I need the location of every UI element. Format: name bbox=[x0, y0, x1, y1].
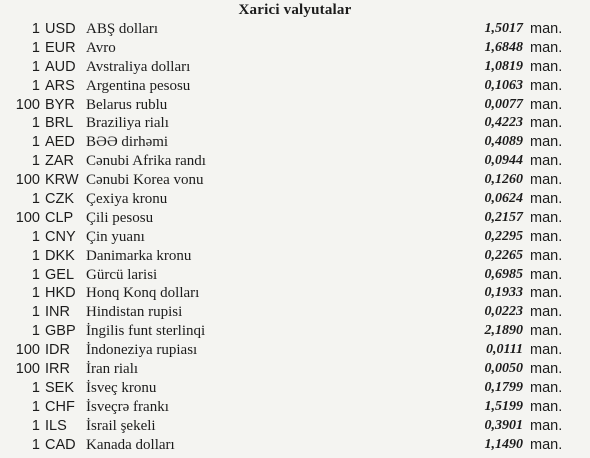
rate-unit: man. bbox=[530, 153, 563, 170]
currency-name: İsrail şekeli bbox=[86, 417, 156, 434]
currency-row bbox=[0, 284, 590, 303]
rate-unit: man. bbox=[530, 58, 563, 75]
exchange-rate: 1,0819 bbox=[484, 58, 523, 74]
rate-unit: man. bbox=[530, 115, 563, 132]
rate-unit: man. bbox=[530, 266, 563, 283]
currency-code: EUR bbox=[45, 39, 76, 56]
currency-name: Avro bbox=[86, 39, 116, 56]
currency-name: Argentina pesosu bbox=[86, 77, 191, 94]
currency-amount: 100 bbox=[15, 342, 40, 359]
exchange-rate: 0,1260 bbox=[484, 172, 523, 188]
currency-code: CLP bbox=[45, 209, 74, 226]
rate-unit: man. bbox=[530, 172, 563, 189]
currency-amount: 1 bbox=[31, 285, 40, 302]
currency-row bbox=[0, 96, 590, 115]
currency-name: İran rialı bbox=[86, 361, 139, 378]
currency-row bbox=[0, 114, 590, 133]
rate-unit: man. bbox=[530, 96, 563, 113]
exchange-rate: 0,0624 bbox=[484, 191, 523, 207]
exchange-rate: 1,5017 bbox=[484, 21, 523, 36]
exchange-rate: 0,0223 bbox=[484, 304, 523, 320]
currency-code: CZK bbox=[45, 191, 74, 208]
currency-code: AUD bbox=[45, 58, 76, 75]
exchange-rate: 0,1933 bbox=[484, 285, 523, 301]
currency-code: DKK bbox=[45, 247, 75, 264]
currency-amount: 1 bbox=[31, 304, 40, 321]
currency-name: Danimarka kronu bbox=[86, 247, 192, 264]
currency-amount: 1 bbox=[31, 247, 40, 264]
exchange-rate: 0,2295 bbox=[484, 228, 523, 244]
currency-amount: 100 bbox=[15, 209, 40, 226]
currency-amount: 1 bbox=[31, 266, 40, 283]
currency-row bbox=[0, 266, 590, 285]
exchange-rate: 0,6985 bbox=[484, 266, 523, 282]
currency-row bbox=[0, 379, 590, 398]
currency-name: Çin yuanı bbox=[86, 228, 145, 245]
exchange-rate: 1,1490 bbox=[484, 436, 523, 452]
currency-name: Çexiya kronu bbox=[86, 191, 168, 208]
currency-code: INR bbox=[45, 304, 70, 321]
currency-code: BYR bbox=[45, 96, 75, 113]
currency-row bbox=[0, 303, 590, 322]
currency-name: Cənubi Afrika randı bbox=[86, 153, 206, 170]
currency-row bbox=[0, 398, 590, 417]
rate-unit: man. bbox=[530, 21, 563, 37]
rate-unit: man. bbox=[530, 379, 563, 396]
rate-unit: man. bbox=[530, 323, 563, 340]
currency-row bbox=[0, 58, 590, 77]
currency-name: Hindistan rupisi bbox=[86, 304, 183, 321]
currency-row bbox=[0, 152, 590, 171]
currency-name: Avstraliya dolları bbox=[86, 58, 191, 75]
currency-amount: 1 bbox=[31, 77, 40, 94]
currency-code: GEL bbox=[45, 266, 75, 283]
currency-row bbox=[0, 436, 590, 455]
currency-code: USD bbox=[45, 21, 76, 37]
exchange-rate: 0,0111 bbox=[486, 342, 523, 358]
currency-amount: 1 bbox=[31, 228, 40, 245]
currency-code: GBP bbox=[45, 323, 76, 340]
currency-row bbox=[0, 417, 590, 436]
rate-unit: man. bbox=[530, 342, 563, 359]
currency-amount: 1 bbox=[31, 417, 40, 434]
currency-name: Gürcü larisi bbox=[86, 266, 158, 283]
exchange-rate: 2,1890 bbox=[484, 323, 523, 339]
currency-amount: 1 bbox=[31, 398, 40, 415]
currency-row bbox=[0, 77, 590, 96]
rate-unit: man. bbox=[530, 417, 563, 434]
currency-row bbox=[0, 190, 590, 209]
currency-code: IRR bbox=[45, 361, 70, 378]
currency-amount: 1 bbox=[31, 134, 40, 151]
currency-name: ABŞ dolları bbox=[86, 21, 159, 37]
rate-unit: man. bbox=[530, 209, 563, 226]
exchange-rate: 1,5199 bbox=[484, 398, 523, 414]
currency-code: AED bbox=[45, 134, 75, 151]
currency-code: KRW bbox=[45, 172, 79, 189]
currency-code: CNY bbox=[45, 228, 76, 245]
rate-unit: man. bbox=[530, 436, 563, 453]
currency-row bbox=[0, 133, 590, 152]
rate-unit: man. bbox=[530, 398, 563, 415]
rate-unit: man. bbox=[530, 247, 563, 264]
currency-code: ILS bbox=[45, 417, 67, 434]
rate-unit: man. bbox=[530, 304, 563, 321]
exchange-rate: 0,4223 bbox=[484, 115, 523, 131]
currency-amount: 1 bbox=[31, 323, 40, 340]
currency-amount: 100 bbox=[15, 96, 40, 113]
currency-name: Belarus rublu bbox=[86, 96, 168, 113]
currency-row bbox=[0, 322, 590, 341]
page-title: Xarici valyutalar bbox=[238, 2, 352, 18]
currency-amount: 1 bbox=[31, 153, 40, 170]
currency-name: Çili pesosu bbox=[86, 209, 154, 226]
currency-row bbox=[0, 20, 590, 39]
currency-name: İndoneziya rupiası bbox=[86, 342, 198, 359]
currency-name: İsveç kronu bbox=[86, 379, 157, 396]
currency-amount: 1 bbox=[31, 379, 40, 396]
currency-code: SEK bbox=[45, 379, 75, 396]
currency-code: BRL bbox=[45, 115, 74, 132]
rate-unit: man. bbox=[530, 134, 563, 151]
currency-row bbox=[0, 360, 590, 379]
currency-code: IDR bbox=[45, 342, 70, 359]
currency-amount: 1 bbox=[31, 58, 40, 75]
exchange-rate: 0,0050 bbox=[484, 361, 523, 377]
rate-unit: man. bbox=[530, 285, 563, 302]
currency-row bbox=[0, 228, 590, 247]
currency-amount: 1 bbox=[31, 436, 40, 453]
currency-name: Cənubi Korea vonu bbox=[86, 172, 204, 189]
rate-unit: man. bbox=[530, 361, 563, 378]
exchange-rate: 0,2265 bbox=[484, 247, 523, 263]
exchange-rate: 1,6848 bbox=[484, 39, 523, 55]
currency-table bbox=[0, 20, 590, 454]
currency-amount: 1 bbox=[31, 39, 40, 56]
exchange-rate: 0,4089 bbox=[484, 134, 523, 150]
currency-code: ARS bbox=[45, 77, 75, 94]
currency-name: İngilis funt sterlinqi bbox=[86, 323, 206, 340]
currency-row bbox=[0, 247, 590, 266]
exchange-rate: 0,0077 bbox=[484, 96, 523, 112]
currency-name: Braziliya rialı bbox=[86, 115, 169, 132]
rate-unit: man. bbox=[530, 191, 563, 208]
currency-amount: 100 bbox=[15, 172, 40, 189]
currency-amount: 1 bbox=[31, 21, 40, 37]
exchange-rate: 0,2157 bbox=[484, 209, 523, 225]
currency-row bbox=[0, 341, 590, 360]
exchange-rate: 0,1799 bbox=[484, 379, 523, 395]
currency-amount: 1 bbox=[31, 191, 40, 208]
currency-amount: 100 bbox=[15, 361, 40, 378]
currency-code: CAD bbox=[45, 436, 76, 453]
exchange-rate: 0,1063 bbox=[484, 77, 523, 93]
currency-code: HKD bbox=[45, 285, 76, 302]
currency-name: BƏƏ dirhəmi bbox=[86, 134, 169, 151]
currency-row bbox=[0, 39, 590, 58]
exchange-rate: 0,0944 bbox=[484, 153, 523, 169]
currency-name: Honq Konq dolları bbox=[86, 285, 200, 302]
currency-row bbox=[0, 209, 590, 228]
currency-row bbox=[0, 171, 590, 190]
rate-unit: man. bbox=[530, 39, 563, 56]
currency-name: İsveçrə frankı bbox=[86, 398, 169, 415]
currency-amount: 1 bbox=[31, 115, 40, 132]
exchange-rate: 0,3901 bbox=[484, 417, 523, 433]
currency-code: CHF bbox=[45, 398, 75, 415]
currency-code: ZAR bbox=[45, 153, 74, 170]
rate-unit: man. bbox=[530, 228, 563, 245]
currency-name: Kanada dolları bbox=[86, 436, 175, 453]
rate-unit: man. bbox=[530, 77, 563, 94]
